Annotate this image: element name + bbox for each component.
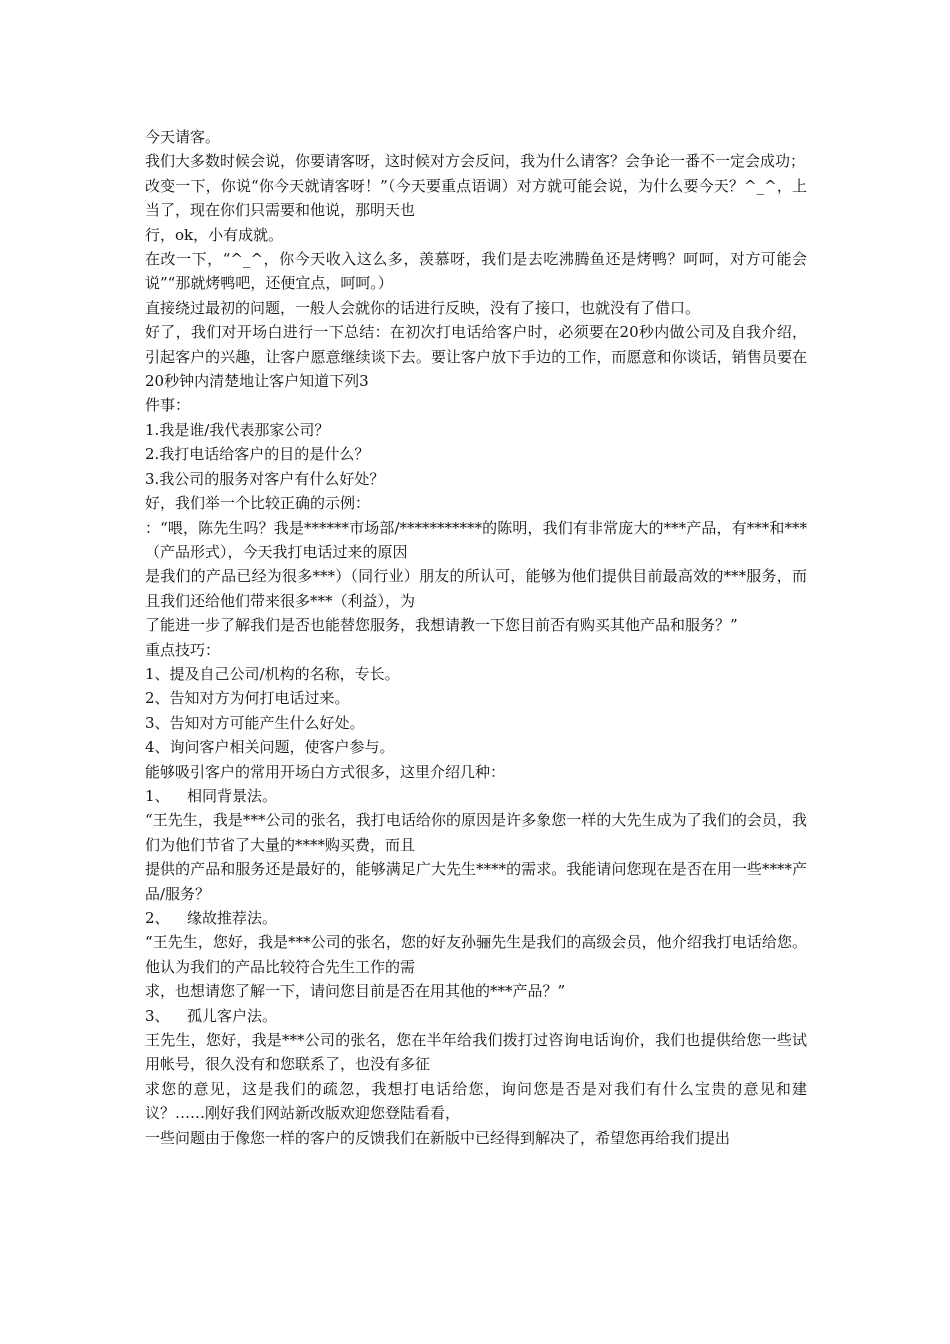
- paragraph: “王先生，我是***公司的张名，我打电话给你的原因是许多象您一样的大先生成为了我们的会员，我们为他们节省了大量的****购买费，而且: [145, 811, 807, 854]
- paragraph: 了能进一步了解我们是否也能替您服务，我想请教一下您目前否有购买其他产品和服务？”: [145, 616, 738, 635]
- paragraph: 提供的产品和服务还是最好的，能够满足广大先生****的需求。我能请问您现在是否在用一些****产品/服务？: [145, 860, 807, 903]
- list-item: 2、告知对方为何打电话过来。: [145, 689, 350, 708]
- paragraph: 王先生，您好，我是***公司的张名，您在半年给我们拨打过咨询电话询价，我们也提供给您一些试用帐号，很久没有和您联系了，也没有多征: [145, 1031, 807, 1074]
- paragraph: 能够吸引客户的常用开场白方式很多，这里介绍几种：: [145, 762, 506, 781]
- paragraph: 一些问题由于像您一样的客户的反馈我们在新版中已经得到解决了，希望您再给我们提出: [145, 1128, 731, 1147]
- method-heading: [145, 906, 807, 930]
- method-title: 孤儿客户法。: [187, 1006, 278, 1025]
- paragraph: 是我们的产品已经为很多***）（同行业）朋友的所认可，能够为他们提供目前最高效的***服务，而且我们还给他们带来很多***（利益），为: [145, 567, 807, 610]
- document-body: [145, 125, 807, 1150]
- paragraph: 求，也想请您了解一下，请问您目前是否在用其他的***产品？”: [145, 982, 566, 1001]
- paragraph: 直接绕过最初的问题，一般人会就你的话进行反映，没有了接口，也就没有了借口。: [145, 298, 701, 317]
- method-title: 相同背景法。: [187, 786, 278, 805]
- method-heading: [145, 784, 807, 808]
- paragraph: 改变一下，你说“你今天就请客呀！”（今天要重点语调）对方就可能会说，为什么要今天？^_^，上当了，现在你们只需要和他说，那明天也: [145, 176, 807, 220]
- paragraph: ：“喂，陈先生吗？我是******市场部/***********的陈明，我们有非常庞大的***产品，有***和***（产品形式），今天我打电话过来的原因: [145, 518, 807, 561]
- method-number: 3、: [145, 1006, 170, 1025]
- paragraph: 我们大多数时候会说，你要请客呀，这时候对方会反问，我为什么请客？会争论一番不一定会成功；: [145, 152, 806, 171]
- paragraph: 好，我们举一个比较正确的示例：: [145, 494, 371, 513]
- list-item: 1、提及自己公司/机构的名称，专长。: [145, 664, 400, 683]
- paragraph: 行，ok，小有成就。: [145, 225, 284, 244]
- method-number: 2、: [145, 909, 170, 927]
- section-heading: 重点技巧：: [145, 640, 221, 659]
- paragraph: “王先生，您好，我是***公司的张名，您的好友孙骊先生是我们的高级会员，他介绍我打电话给您。他认为我们的产品比较符合先生工作的需: [145, 933, 807, 976]
- paragraph: 件事：: [145, 396, 191, 415]
- paragraph: 今天请客。: [145, 128, 221, 146]
- list-item: 3、告知对方可能产生什么好处。: [145, 713, 365, 732]
- paragraph: 好了，我们对开场白进行一下总结：在初次打电话给客户时，必须要在20秒内做公司及自我介绍，引起客户的兴趣，让客户愿意继续谈下去。要让客户放下手边的工作，而愿意和你谈话，销售员要在20秒钟内清楚地让客户知道下列3: [145, 323, 807, 391]
- list-item: 2.我打电话给客户的目的是什么？: [145, 445, 370, 464]
- paragraph: 求您的意见，这是我们的疏忽，我想打电话给您，询问您是否是对我们有什么宝贵的意见和建议？……刚好我们网站新改版欢迎您登陆看看，: [145, 1079, 807, 1123]
- method-heading: [145, 1004, 807, 1028]
- method-title: 缘故推荐法。: [187, 909, 278, 927]
- list-item: 4、询问客户相关问题，使客户参与。: [145, 738, 395, 757]
- paragraph: 在改一下，“^_^，你今天收入这么多，羡慕呀，我们是去吃沸腾鱼还是烤鸭？呵呵，对方可能会说”“那就烤鸭吧，还便宜点，呵呵。）: [145, 250, 807, 293]
- method-number: 1、: [145, 786, 170, 805]
- list-item: 1.我是谁/我代表那家公司？: [145, 420, 330, 439]
- list-item: 3.我公司的服务对客户有什么好处？: [145, 469, 385, 488]
